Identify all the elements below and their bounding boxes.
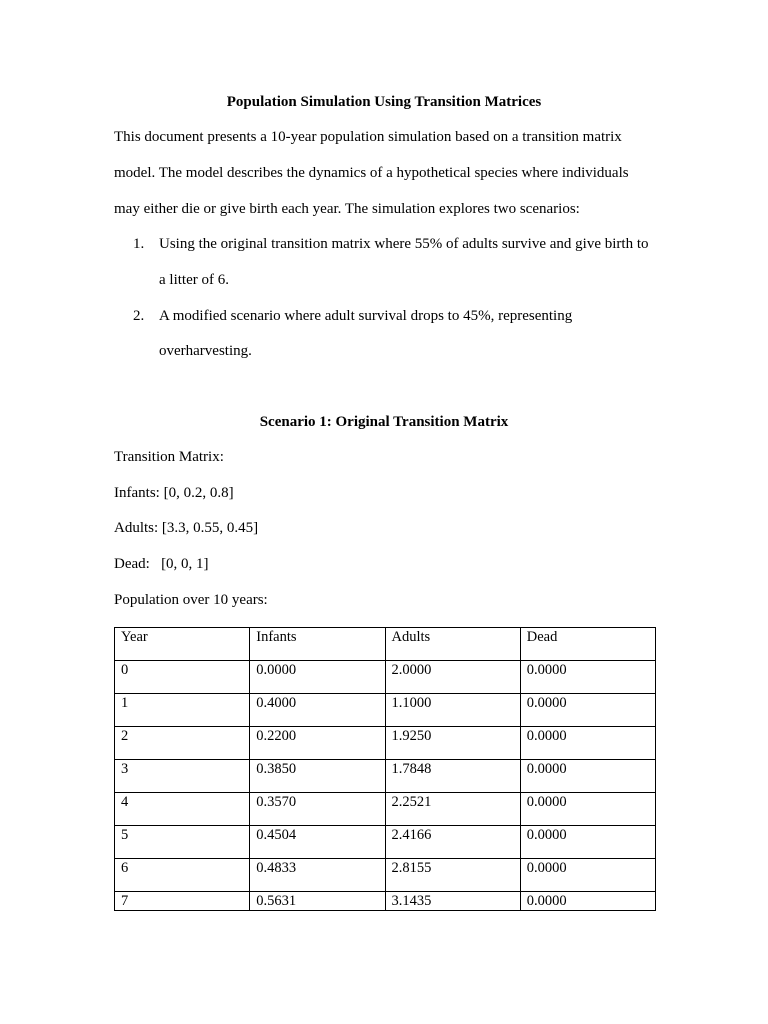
intro-line-1: This document presents a 10-year population simulation based on a transition matrix <box>114 129 622 145</box>
cell-year: 2 <box>115 727 250 760</box>
cell-year: 1 <box>115 694 250 727</box>
header-infants: Infants <box>250 628 385 661</box>
cell-dead: 0.0000 <box>520 760 655 793</box>
table-row <box>115 793 656 826</box>
table-row <box>115 760 656 793</box>
cell-dead: 0.0000 <box>520 661 655 694</box>
table-row <box>115 694 656 727</box>
matrix-row-adults: Adults: [3.3, 0.55, 0.45] <box>114 520 259 536</box>
list-item-1-line-1: Using the original transition matrix where 55% of adults survive and give birth to <box>159 236 649 252</box>
cell-dead: 0.0000 <box>520 727 655 760</box>
cell-infants: 0.2200 <box>250 727 385 760</box>
cell-adults: 2.2521 <box>385 793 520 826</box>
cell-year: 4 <box>115 793 250 826</box>
population-label: Population over 10 years: <box>114 592 268 608</box>
cell-year: 6 <box>115 859 250 892</box>
cell-dead: 0.0000 <box>520 826 655 859</box>
list-item-2-number: 2. <box>133 308 145 324</box>
list-item-1-line-2: a litter of 6. <box>159 272 229 288</box>
cell-adults: 1.1000 <box>385 694 520 727</box>
list-item-1-number: 1. <box>133 236 145 252</box>
cell-year: 3 <box>115 760 250 793</box>
list-item-2-line-2: overharvesting. <box>159 343 252 359</box>
cell-infants: 0.4504 <box>250 826 385 859</box>
document-title: Population Simulation Using Transition Matrices <box>226 94 542 110</box>
cell-adults: 2.4166 <box>385 826 520 859</box>
population-table <box>114 627 656 911</box>
cell-infants: 0.0000 <box>250 661 385 694</box>
cell-adults: 2.0000 <box>385 661 520 694</box>
header-year: Year <box>115 628 250 661</box>
list-item-2-line-1: A modified scenario where adult survival drops to 45%, representing <box>159 308 573 324</box>
cell-dead: 0.0000 <box>520 694 655 727</box>
scenario-1-heading: Scenario 1: Original Transition Matrix <box>259 414 509 430</box>
matrix-row-dead: Dead: [0, 0, 1] <box>114 556 209 572</box>
cell-infants: 0.3570 <box>250 793 385 826</box>
table-row <box>115 826 656 859</box>
table-row <box>115 661 656 694</box>
cell-infants: 0.5631 <box>250 892 385 911</box>
cell-dead: 0.0000 <box>520 793 655 826</box>
transition-matrix-label: Transition Matrix: <box>114 449 224 465</box>
cell-year: 0 <box>115 661 250 694</box>
intro-line-3: may either die or give birth each year. The simulation explores two scenarios: <box>114 201 580 217</box>
cell-adults: 2.8155 <box>385 859 520 892</box>
cell-dead: 0.0000 <box>520 892 655 911</box>
cell-infants: 0.4000 <box>250 694 385 727</box>
cell-year: 5 <box>115 826 250 859</box>
cell-adults: 1.9250 <box>385 727 520 760</box>
cell-dead: 0.0000 <box>520 859 655 892</box>
table-row <box>115 727 656 760</box>
header-dead: Dead <box>520 628 655 661</box>
header-adults: Adults <box>385 628 520 661</box>
table-header-row <box>115 628 656 661</box>
intro-line-2: model. The model describes the dynamics of a hypothetical species where individuals <box>114 165 629 181</box>
cell-year: 7 <box>115 892 250 911</box>
cell-infants: 0.3850 <box>250 760 385 793</box>
table-row <box>115 859 656 892</box>
cell-adults: 1.7848 <box>385 760 520 793</box>
table-row <box>115 892 656 911</box>
cell-adults: 3.1435 <box>385 892 520 911</box>
matrix-row-infants: Infants: [0, 0.2, 0.8] <box>114 485 234 501</box>
cell-infants: 0.4833 <box>250 859 385 892</box>
